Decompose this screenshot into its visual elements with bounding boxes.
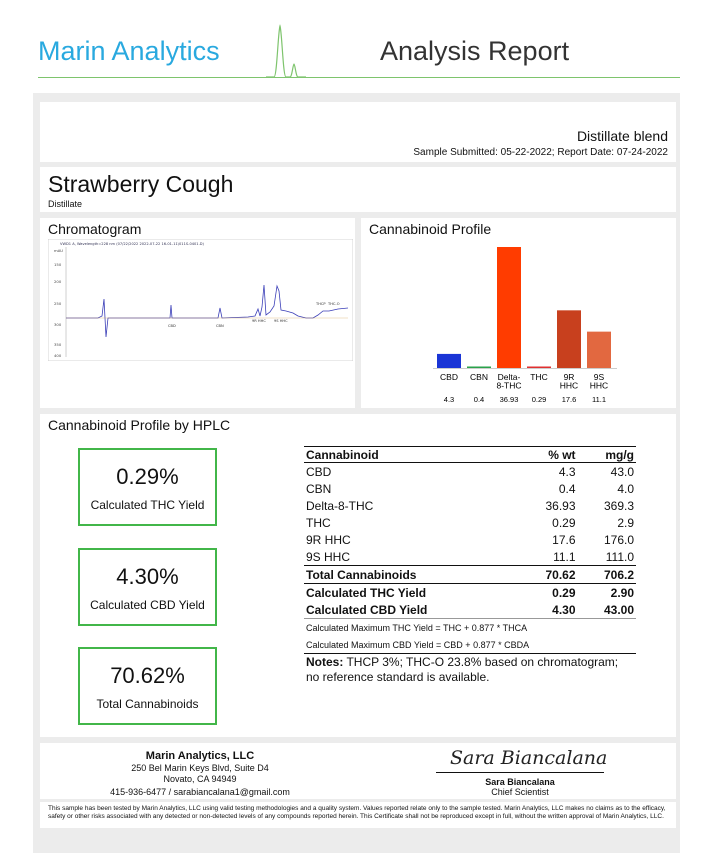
value-label: 0.29 [531, 395, 547, 404]
hplc-table-header [304, 447, 636, 463]
category-label: CBD [440, 372, 458, 382]
table-row [304, 514, 636, 531]
total-cannabinoids-label: Total Cannabinoids [96, 697, 199, 711]
hplc-title: Cannabinoid Profile by HPLC [48, 417, 231, 433]
table-row [304, 463, 636, 481]
table-row [304, 480, 636, 497]
bar-cbd [437, 354, 461, 368]
value-label: 0.4 [473, 395, 485, 404]
total-cannabinoids-box [78, 647, 217, 725]
table-row [304, 531, 636, 548]
calc-thc-mg: 2.90 [610, 585, 634, 600]
notes-text: THCP 3%; THC-O 23.8% based on chromatogram; no reference standard is available. [306, 655, 619, 684]
total-label: Total Cannabinoids [304, 566, 519, 584]
cell-name: 9R HHC [306, 532, 351, 547]
total-mg: 706.2 [578, 566, 636, 584]
report-header [0, 0, 720, 92]
chromatogram-title: Chromatogram [48, 221, 142, 237]
calc-thc-label: Calculated THC Yield [306, 585, 427, 600]
svg-text:250: 250 [54, 301, 62, 306]
cell-name: 9S HHC [306, 549, 351, 564]
disclaimer: This sample has been tested by Marin Analytics, LLC using valid testing methodologies and a quality system. Values reported relate only to the sample tested. Marin Analytics, LLC makes no claims as to the efficacy, safety or other risks associated with any detected or non-detected levels of any compounds reported herein. This Certificate shall not be reproduced except in full, without the written approval of Marin Analytics, LLC. [48, 805, 666, 820]
calc-cbd-row [304, 601, 636, 619]
header-divider [38, 77, 680, 78]
lab-address-1: 250 Bel Marin Keys Blvd, Suite D4 [131, 763, 269, 773]
svg-text:200: 200 [54, 279, 62, 284]
disclaimer-panel [40, 802, 676, 828]
lab-contact: 415-936-6477 / sarabiancalana1@gmail.com [110, 787, 290, 797]
calc-cbd-pct: 4.30 [552, 602, 576, 617]
brand-name: Marin Analytics [38, 36, 220, 66]
cbd-formula: Calculated Maximum CBD Yield = CBD + 0.877 * CBDA [306, 639, 530, 650]
bar-thc [527, 367, 551, 369]
cell-name: CBN [306, 481, 332, 496]
category-label: HHC [589, 380, 609, 391]
signer-name: Sara Biancalana [485, 777, 555, 787]
svg-text:300: 300 [54, 322, 62, 327]
cell-pct: 11.1 [553, 549, 576, 564]
calc-thc-pct: 0.29 [552, 585, 576, 600]
lab-address-2: Novato, CA 94949 [163, 774, 237, 784]
thc-yield-box [78, 448, 217, 526]
svg-text:THC-O: THC-O [328, 302, 340, 306]
table-row [304, 497, 636, 514]
col-pct-wt: % wt [519, 447, 577, 463]
signature-line [436, 772, 604, 773]
thc-yield-label: Calculated THC Yield [90, 498, 205, 512]
table-row [304, 548, 636, 566]
category-label: CBN [470, 372, 488, 382]
calc-cbd-mg: 43.00 [603, 602, 634, 617]
notes-label: Notes: [306, 655, 344, 669]
formula-row [304, 619, 636, 637]
cell-pct: 4.3 [558, 464, 576, 479]
category-label: 9R [563, 372, 575, 382]
report-title: Analysis Report [380, 36, 570, 66]
cell-pct: 0.4 [558, 481, 576, 496]
cell-mg: 43.0 [610, 464, 634, 479]
hplc-table [304, 446, 636, 654]
svg-text:CBN: CBN [216, 324, 224, 328]
sample-panel [40, 167, 676, 212]
hplc-panel [40, 414, 676, 737]
col-cannabinoid: Cannabinoid [304, 447, 519, 463]
cell-mg: 369.3 [603, 498, 634, 513]
category-label: Delta- [497, 372, 521, 382]
total-cannabinoids-value: 70.62% [110, 663, 185, 688]
notes [306, 655, 626, 685]
total-pct: 70.62 [519, 566, 577, 584]
chromatogram-peak-logo [266, 22, 306, 80]
chromatogram-panel [40, 218, 355, 408]
cannabinoid-profile-chart [361, 238, 676, 408]
category-label: 9S [593, 372, 605, 382]
sample-blend: Distillate blend [576, 128, 668, 144]
value-label: 4.3 [443, 395, 455, 404]
svg-text:350: 350 [54, 342, 62, 347]
svg-text:mAU: mAU [54, 248, 64, 253]
sample-dates: Sample Submitted: 05-22-2022; Report Date: 07-24-2022 [413, 147, 668, 158]
cannabinoid-profile-title: Cannabinoid Profile [369, 221, 492, 237]
bar-delta-8-thc [497, 247, 521, 368]
total-row [304, 566, 636, 584]
cell-name: THC [306, 515, 331, 530]
cell-pct: 0.29 [552, 515, 576, 530]
svg-text:THCP: THCP [316, 302, 326, 306]
cell-mg: 176.0 [603, 532, 634, 547]
chromatogram-image [48, 239, 353, 361]
svg-text:9S HHC: 9S HHC [274, 319, 288, 323]
calc-thc-row [304, 584, 636, 602]
cbd-yield-box [78, 548, 217, 626]
cbd-yield-value: 4.30% [116, 564, 179, 589]
cbd-yield-label: Calculated CBD Yield [90, 598, 205, 612]
svg-text:150: 150 [54, 262, 62, 267]
signer-title: Chief Scientist [491, 787, 549, 797]
cell-pct: 17.6 [552, 532, 576, 547]
thc-formula: Calculated Maximum THC Yield = THC + 0.877 * THCA [306, 622, 528, 633]
category-label: 8-THC [496, 380, 522, 391]
value-label: 17.6 [561, 395, 577, 404]
cannabinoid-profile-panel [361, 218, 676, 408]
cell-name: CBD [306, 464, 332, 479]
thc-yield-value: 0.29% [116, 464, 179, 489]
category-label: HHC [559, 380, 579, 391]
svg-text:CBD: CBD [168, 324, 176, 328]
svg-text:9R HHC: 9R HHC [252, 319, 266, 323]
sample-type: Distillate [48, 199, 83, 209]
lab-name: Marin Analytics, LLC [145, 750, 255, 762]
cell-mg: 111.0 [605, 549, 634, 564]
svg-text:400: 400 [54, 353, 62, 358]
cell-mg: 4.0 [617, 481, 634, 496]
category-label: THC [530, 372, 548, 382]
bar-cbn [467, 367, 491, 369]
bar-9r-hhc [557, 310, 581, 368]
footer-panel [40, 743, 676, 799]
value-label: 11.1 [591, 395, 607, 404]
col-mg-g: mg/g [578, 447, 636, 463]
value-label: 36.93 [499, 395, 519, 404]
bar-9s-hhc [587, 332, 611, 368]
calc-cbd-label: Calculated CBD Yield [306, 602, 428, 617]
summary-panel [40, 102, 676, 162]
formula-row [304, 636, 636, 654]
cell-mg: 2.9 [617, 515, 634, 530]
cell-pct: 36.93 [545, 498, 576, 513]
sample-name: Strawberry Cough [48, 171, 234, 197]
signature: Sara Biancalana [450, 747, 608, 769]
chromatogram-header: VWD1 A, Wavelength=228 nm (07/22/2022 2022-07-22 16-01-11\011S-0401.D) [60, 242, 204, 246]
cell-name: Delta-8-THC [306, 498, 374, 513]
